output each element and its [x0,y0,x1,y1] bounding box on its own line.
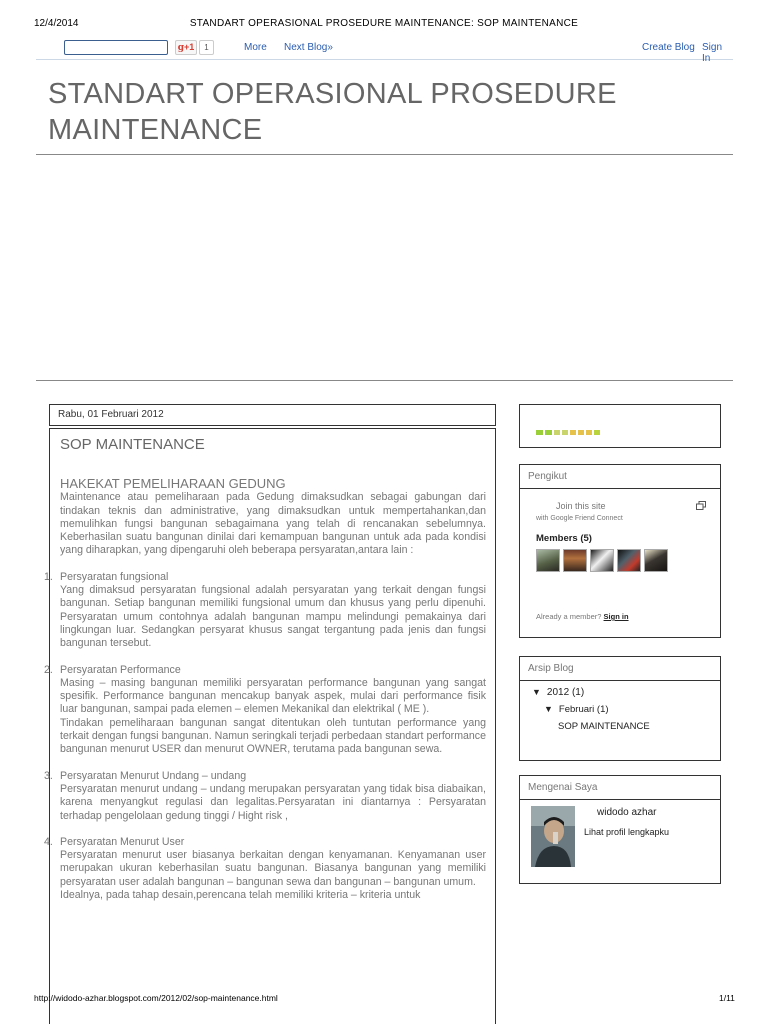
print-header [0,18,768,32]
list-item-body-continued: Tindakan pemeliharaan bangunan sangat ditentukan oleh tuntutan performance yang terkait dengan fungsi bangunan. Namun seringkali terjadi perbedaan standart performance bangunan menurut USER dan menurut OWNER, terutama pada bangunan sewa. [60,716,486,756]
create-blog-link[interactable]: Create Blog [642,42,695,53]
followers-title: Pengikut [520,465,720,489]
print-date: 12/4/2014 [34,18,79,29]
archive-list [532,687,712,738]
list-item-body-continued: Idealnya, pada tahap desain,perencana telah memiliki kriteria – kriteria untuk [60,889,421,902]
badge-segment [578,430,584,435]
list-number: 2. [44,663,53,676]
profile-photo[interactable] [531,806,575,867]
followers-widget [519,464,721,638]
print-title: STANDART OPERASIONAL PROSEDURE MAINTENANCE: SOP MAINTENANCE [189,18,579,29]
list-item [44,663,486,757]
sign-in-link[interactable]: Sign In [702,42,723,64]
archive-month[interactable]: ▼ Februari (1) [544,704,609,715]
post-intro: Maintenance atau pemeliharaan pada Gedung dimaksudkan sebagai gabungan dari tindakan teknis dan administrative, yang dimaksudkan untuk mempertahankan,dan memulihkan fungsi bangunan sebagaimana yang telah di rencanakan sebelumnya. Keberhasilan suatu bangunan dinilai dari kemampuan bangunan untuk ada pada kondisi yang diharapkan, yang dipengaruhi oleh beberapa persyaratan,antara lain : [60,491,486,557]
list-item [44,835,486,902]
page-number: 1/11 [719,993,735,1003]
list-number: 4. [44,835,53,848]
list-item [44,769,486,823]
list-item-body: Persyaratan menurut undang – undang merupakan persyaratan yang tidak bisa diabaikan, karena menyangkut regulasi dan legalitas.Persyaratan ini diantarnya : Persyaratan terhadap pengelolaan gedung tinggi / Hight risk , [60,782,486,822]
members-count[interactable]: Members (5) [536,533,592,544]
badge-segment [536,430,543,435]
print-url: http://widodo-azhar.blogspot.com/2012/02/sop-maintenance.html [34,993,278,1003]
list-item-body: Yang dimaksud persyaratan fungsional adalah persyaratan yang terkait dengan fungsi bangunan. Setiap bangunan memiliki fungsional umum dan khusus yang perlu dipenuhi. Persyaratan umum contohnya adalah bangunan mampu melindungi pemakainya dari lingkungan luar. Sedangkan persyarat khusus sangat tergantung pada jenis dan fungsi bangunan tersebut. [60,584,486,650]
badge-segment [545,430,552,435]
avatar[interactable] [563,549,587,572]
list-item-body: Masing – masing bangunan memiliki persyaratan performance bangunan yang sangat spesifik. Performance bangunan mencakup banyak aspek, mulai dari performance fisik luar bangunan, sampai pada elemen – elemen Mekanikal dan elektrikal ( ME ). [60,676,486,716]
archive-title: Arsip Blog [520,657,720,681]
copy-icon[interactable] [696,501,706,510]
about-me-widget [519,775,721,884]
gfc-label: with Google Friend Connect [536,515,623,522]
badge-widget [519,404,721,448]
post-container [44,428,496,1024]
color-badge [536,430,600,436]
member-avatars [536,549,668,572]
header-divider [36,154,733,155]
requirements-list [44,570,486,903]
list-item [44,570,486,651]
list-item-title: Persyaratan fungsional [60,570,169,583]
badge-segment [562,430,568,435]
expand-arrow-icon[interactable]: ▼ [544,704,553,714]
plus-one-count: 1 [199,40,214,55]
blog-archive-widget [519,656,721,761]
post-body [44,476,486,915]
content-divider [36,380,733,381]
post-title[interactable]: SOP MAINTENANCE [60,436,205,453]
next-blog-link[interactable]: Next Blog» [284,42,333,53]
google-plus-one-button[interactable]: g+1 [175,40,197,55]
list-item-title: Persyaratan Menurut User [60,835,185,848]
badge-segment [594,430,600,435]
view-profile-link[interactable]: Lihat profil lengkapku [584,827,670,837]
badge-segment [570,430,576,435]
avatar[interactable] [590,549,614,572]
list-number: 1. [44,570,53,583]
archive-post-link[interactable]: SOP MAINTENANCE [558,721,650,732]
about-title: Mengenai Saya [520,776,720,800]
list-item-body: Persyaratan menurut user biasanya berkaitan dengan kenyamanan. Kenyamanan user merupakan ukuran keberhasilan suatu bangunan. Biasanya bangunan yang memiliki persyaratan user adalah bangunan – bangunan sewa dan bangunan – bangunan umum. [60,849,486,888]
post-section-heading: HAKEKAT PEMELIHARAAN GEDUNG [60,476,286,491]
join-site-link[interactable]: Join this site [556,501,606,511]
post-date: Rabu, 01 Februari 2012 [49,404,496,426]
member-sign-in-link[interactable]: Sign in [603,612,629,621]
more-link[interactable]: More [244,42,267,53]
list-item-title: Persyaratan Menurut Undang – undang [60,769,247,782]
avatar[interactable] [644,549,668,572]
archive-year[interactable]: ▼ 2012 (1) [532,687,585,698]
google-plus-icon: g [177,43,185,53]
badge-segment [554,430,560,435]
blog-title[interactable]: STANDART OPERASIONAL PROSEDURE MAINTENANCE [48,78,617,146]
navbar-search-input[interactable] [64,40,168,55]
profile-name[interactable]: widodo azhar [597,807,657,818]
avatar[interactable] [536,549,560,572]
badge-segment [586,430,592,435]
expand-arrow-icon[interactable]: ▼ [532,687,541,697]
list-item-title: Persyaratan Performance [60,663,181,676]
already-member-text: Already a member? Sign in [536,612,629,621]
blogger-navbar [36,38,733,64]
list-number: 3. [44,769,53,782]
avatar[interactable] [617,549,641,572]
